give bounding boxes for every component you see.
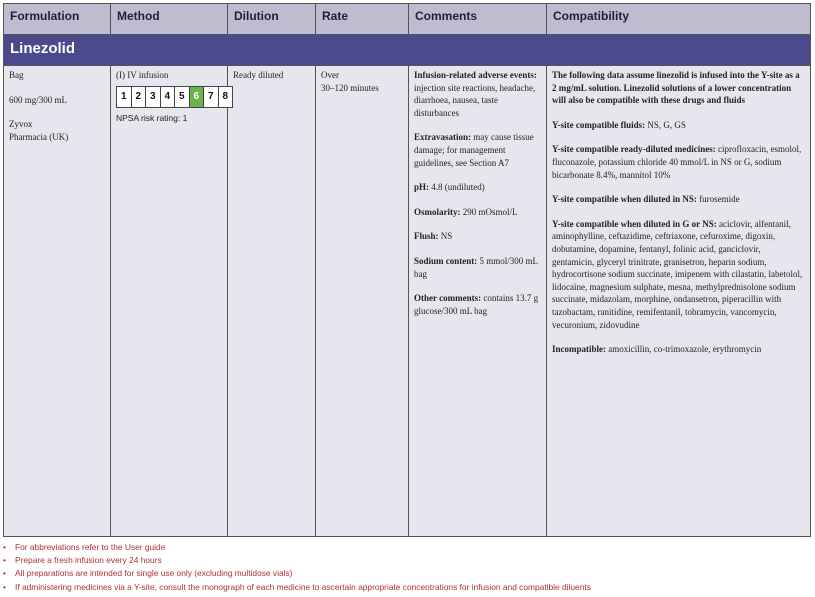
- header-rate: Rate: [322, 9, 349, 23]
- header-method: Method: [117, 9, 160, 23]
- risk-box: 6: [190, 87, 205, 107]
- comment-label: Extravasation:: [414, 132, 471, 143]
- compatibility-label: Y-site compatible ready-diluted medicines:: [552, 144, 716, 155]
- comments-cell: [409, 66, 546, 329]
- col-divider: [315, 4, 316, 35]
- comment-label: Sodium content:: [414, 255, 478, 266]
- header-dilution: Dilution: [234, 9, 279, 23]
- comment-entry: [414, 292, 542, 317]
- footnote: • All preparations are intended for single use only (excluding multidose vials): [3, 567, 803, 580]
- comment-label: Osmolarity:: [414, 206, 461, 217]
- header-comments: Comments: [415, 9, 478, 23]
- formulation-maker: Pharmacia (UK): [9, 131, 69, 142]
- compatibility-entry: [552, 343, 805, 356]
- col-divider: [546, 4, 547, 35]
- comment-entry: [414, 230, 542, 243]
- compatibility-text: amoxicillin, co-trimoxazole, erythromycin: [606, 344, 762, 355]
- formulation-strength: 600 mg/300 mL: [9, 94, 67, 105]
- comment-text: NS: [438, 231, 453, 242]
- compatibility-text: aciclovir, alfentanil, aminophylline, ceftazidime, ceftriaxone, cefuroxime, digoxin, dobutamine, dopamine, fentanyl, folinic acid, ganciclovir, gentamicin, glyceryl trinitrate, granisetron, heparin sodium, hydrocortisone sodium succinate, imipenem with cilastatin, labetolol, lidocaine, magnesium sulphate, mesna, methylprednisolone sodium succinate, midazolam, morphine, ondansetron, piperacillin with tazobactam, ranitidine, remifentanil, tobramycin, vancomycin, vecuronium, zidovudine: [552, 218, 803, 330]
- compatibility-label: The following data assume linezolid is infused into the Y-site as a 2 mg/mL solution. Linezolid solutions of a lower concentration will also be compatible with these drugs and fluids: [552, 70, 800, 106]
- comment-text: may cause tissue damage; for management guidelines, see Section A7: [414, 132, 534, 168]
- compatibility-entry: [552, 119, 805, 132]
- risk-box: 1: [117, 87, 132, 107]
- comment-text: 5 mmol/300 mL bag: [414, 255, 538, 279]
- risk-box: 8: [222, 90, 229, 102]
- drug-name: Linezolid: [10, 40, 75, 57]
- risk-box: 7: [204, 87, 219, 107]
- col-divider: [227, 4, 228, 35]
- comment-label: Infusion-related adverse events:: [414, 70, 537, 80]
- comment-text: injection site reactions, headache, diarrhoea, nausea, taste disturbances: [414, 82, 536, 118]
- comment-entry: [414, 255, 542, 280]
- comment-label: pH:: [414, 182, 430, 193]
- rate-line2: 30–120 minutes: [321, 82, 379, 93]
- comment-label: Flush:: [414, 231, 439, 242]
- method-route: (I) IV infusion: [116, 70, 169, 80]
- footnote: • If administering medicines via a Y-site, consult the monograph of each medicine to ascertain appropriate concentrations for infusion and compatible diluents: [3, 581, 803, 594]
- compatibility-label: Y-site compatible when diluted in NS:: [552, 194, 697, 205]
- comment-text: 290 mOsmol/L: [460, 206, 518, 217]
- col-divider: [227, 66, 228, 536]
- comment-entry: [414, 206, 542, 219]
- footnote: • Prepare a fresh infusion every 24 hours: [3, 554, 803, 567]
- header-row: [4, 4, 810, 35]
- compatibility-label: Incompatible:: [552, 344, 606, 355]
- compatibility-cell: [547, 66, 811, 368]
- formulation-brand: Zyvox: [9, 119, 33, 130]
- formulation-type: Bag: [9, 70, 24, 80]
- risk-scale: [116, 86, 233, 108]
- risk-box: 5: [175, 87, 190, 107]
- risk-box: 3: [146, 87, 161, 107]
- npsa-rating: NPSA risk rating: 1: [116, 112, 188, 123]
- col-divider: [110, 4, 111, 35]
- compatibility-entry: [552, 193, 805, 206]
- compatibility-text: furosemide: [696, 194, 740, 205]
- drug-name-band: [4, 35, 810, 66]
- compatibility-entry: [552, 143, 805, 181]
- header-compatibility: Compatibility: [553, 9, 630, 23]
- compatibility-entry: [552, 69, 805, 107]
- col-divider: [110, 66, 111, 536]
- risk-box: 4: [161, 87, 176, 107]
- footnote: • For abbreviations refer to the User guide: [3, 541, 803, 554]
- rate-cell: [316, 66, 408, 94]
- dilution-cell: [228, 66, 315, 82]
- col-divider: [408, 4, 409, 35]
- compatibility-text: NS, G, GS: [645, 119, 686, 130]
- compatibility-text: ciprofloxacin, esmolol, fluconazole, potassium chloride 40 mmol/L in NS or G, sodium bicarbonate 8.4%, mannitol 10%: [552, 144, 802, 180]
- method-cell: [111, 66, 227, 124]
- comment-label: Other comments:: [414, 293, 482, 304]
- comment-entry: [414, 131, 542, 169]
- dilution-value: Ready diluted: [233, 70, 284, 80]
- formulation-cell: [4, 66, 110, 143]
- comment-text: 4.8 (undiluted): [429, 182, 485, 193]
- compatibility-label: Y-site compatible fluids:: [552, 119, 646, 130]
- header-formulation: Formulation: [10, 9, 80, 23]
- monograph-table: [3, 3, 811, 537]
- footnotes: [3, 541, 803, 594]
- rate-line1: Over: [321, 70, 339, 80]
- comment-entry: [414, 69, 542, 119]
- comment-entry: [414, 181, 542, 194]
- compatibility-entry: [552, 218, 805, 331]
- risk-box: 2: [132, 87, 147, 107]
- comment-text: contains 13.7 g glucose/300 mL bag: [414, 293, 539, 316]
- compatibility-label: Y-site compatible when diluted in G or NS:: [552, 218, 717, 229]
- col-divider: [315, 66, 316, 536]
